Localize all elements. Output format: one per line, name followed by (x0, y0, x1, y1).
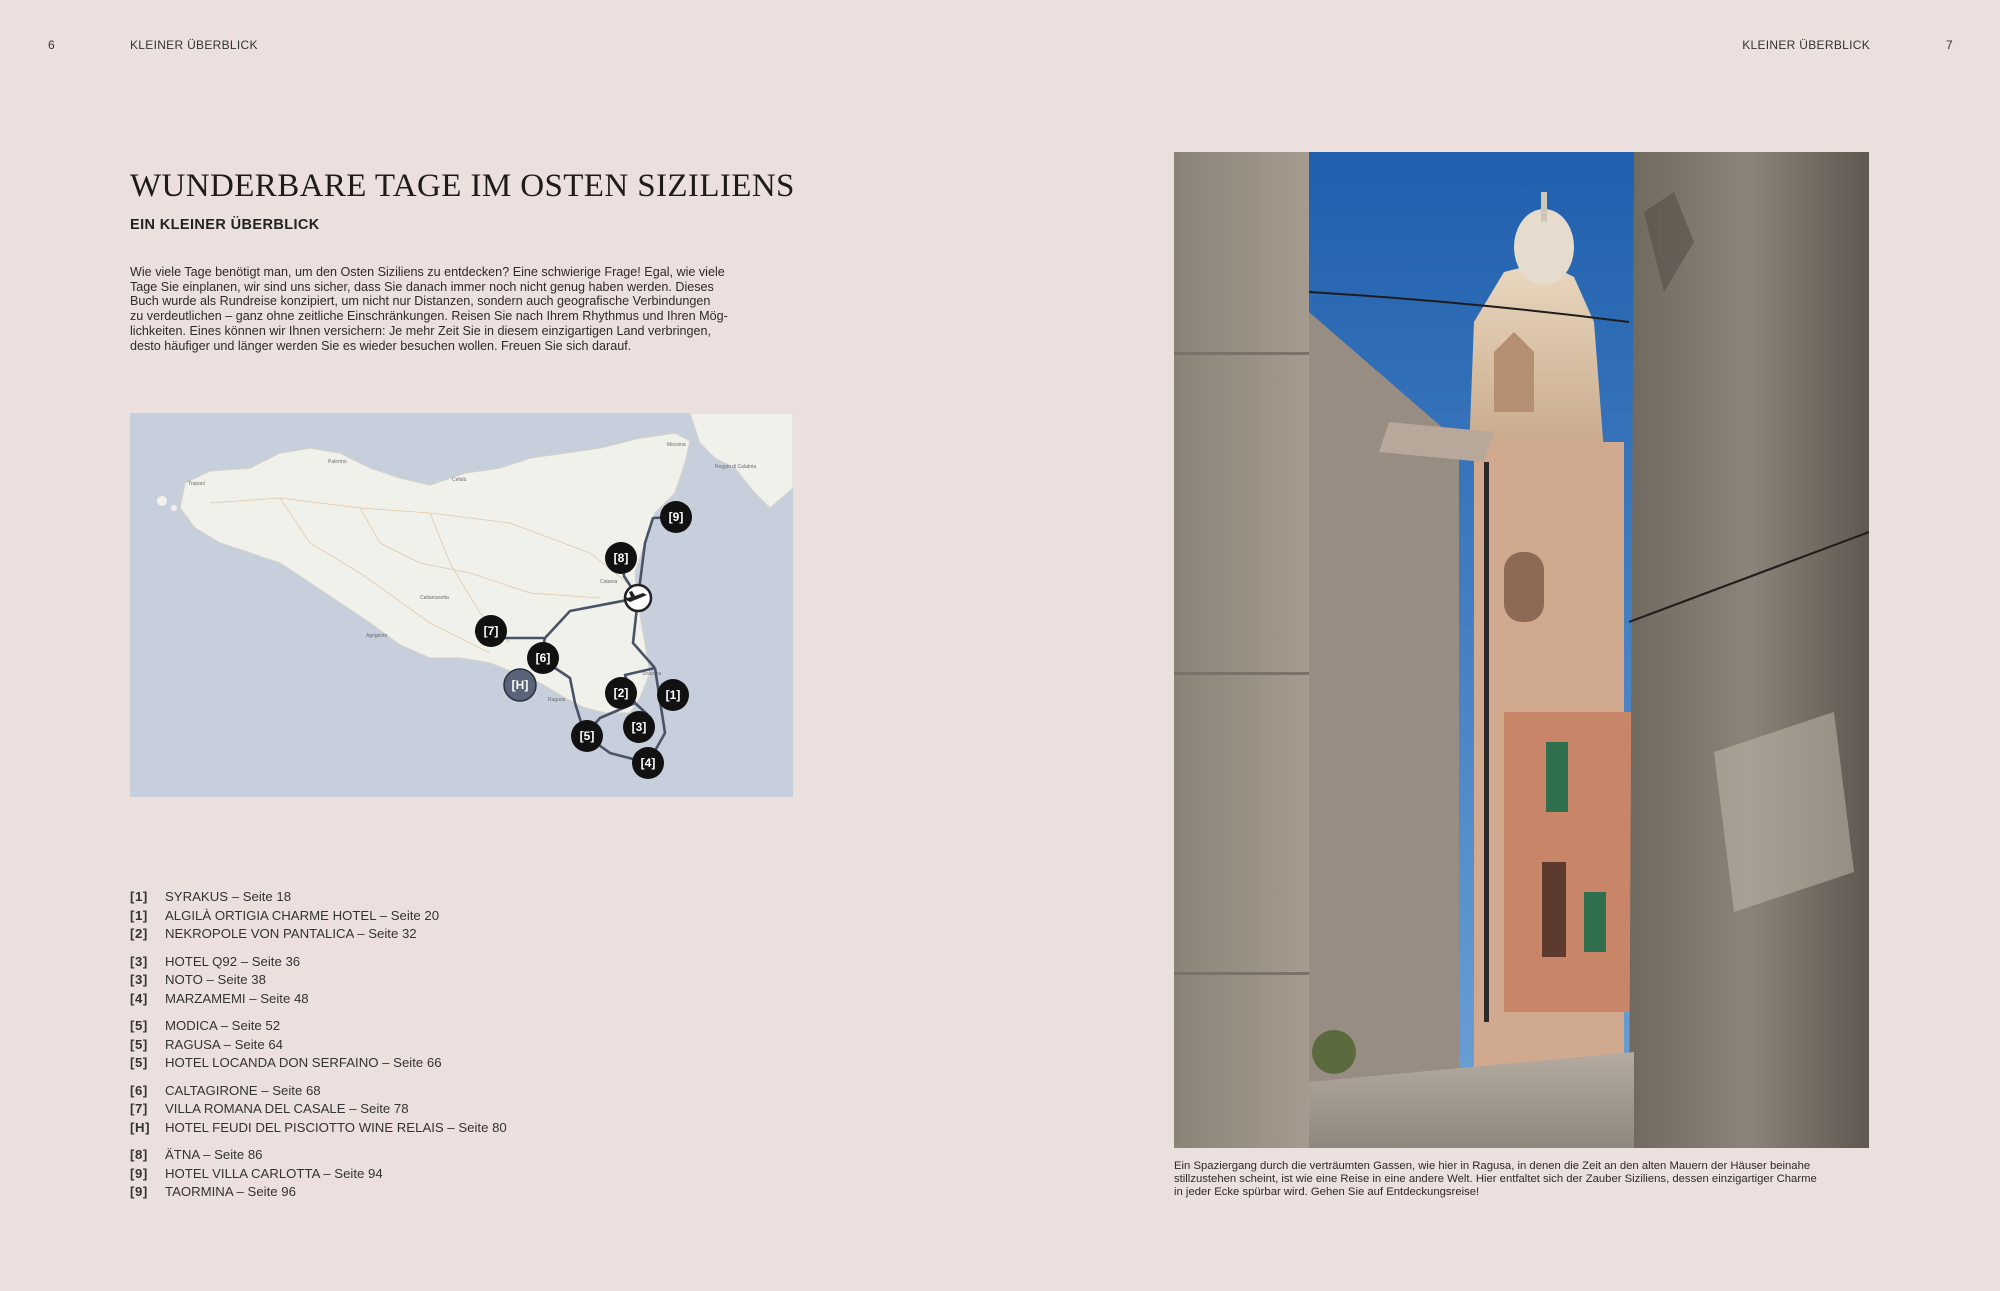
orange-house (1504, 712, 1634, 1012)
town-label: Trapani (188, 481, 205, 487)
map-marker-5 (571, 720, 603, 752)
legend-item (130, 971, 650, 990)
svg-text:[H]: [H] (511, 678, 529, 692)
airplane-icon (624, 585, 651, 611)
legend-text: VILLA ROMANA DEL CASALE – Seite 78 (165, 1101, 409, 1116)
legend-item (130, 1054, 650, 1073)
legend-group (130, 953, 650, 1009)
map-marker-1 (657, 679, 689, 711)
legend-item (130, 1017, 650, 1036)
legend-key: [3] (130, 953, 148, 969)
legend-key: [6] (130, 1082, 148, 1098)
legend-item (130, 1146, 650, 1165)
legend-text: ÄTNA – Seite 86 (165, 1147, 263, 1162)
svg-text:[5]: [5] (579, 729, 595, 743)
egadi-island (157, 496, 167, 506)
town-label: Palermo (328, 459, 347, 465)
intro-line: zu verdeutlichen – ganz ohne zeitliche Einschränkungen. Reisen Sie nach Ihrem Rhythmus und Ihren Mög- (130, 309, 728, 324)
legend-group (130, 1017, 650, 1073)
photo-illustration (1174, 152, 1869, 1148)
intro-line: Wie viele Tage benötigt man, um den Osten Siziliens zu entdecken? Eine schwierige Frage! Egal, wie viele (130, 265, 725, 279)
legend-item (130, 953, 650, 972)
legend-item (130, 888, 650, 907)
map-marker-7 (475, 615, 507, 647)
intro-line: Buch wurde als Rundreise konzipiert, um nicht nur Distanzen, sondern auch geografische Verbindungen (130, 294, 711, 309)
legend-item (130, 925, 650, 944)
legend-text: CALTAGIRONE – Seite 68 (165, 1082, 321, 1098)
right-running-title: KLEINER ÜBERBLICK (1742, 38, 1870, 52)
svg-text:[2]: [2] (613, 686, 629, 700)
legend-item (130, 907, 650, 926)
legend-text: MARZAMEMI – Seite 48 (165, 990, 309, 1006)
photo-caption (1174, 1160, 1874, 1198)
legend-text: TAORMINA – Seite 96 (165, 1184, 296, 1199)
egadi-island (171, 505, 177, 511)
facade-window (1504, 552, 1544, 622)
legend-item (130, 1100, 650, 1119)
potted-plant (1312, 1030, 1356, 1074)
map-marker-6 (527, 642, 559, 674)
svg-text:[8]: [8] (613, 551, 629, 565)
legend-item (130, 1183, 650, 1202)
legend-text: MODICA – Seite 52 (165, 1018, 281, 1033)
legend-text: NOTO – Seite 38 (165, 972, 266, 987)
right-wall (1629, 152, 1869, 1148)
map-marker-hotel (504, 669, 536, 701)
green-shutter (1546, 742, 1568, 812)
svg-text:[3]: [3] (631, 720, 647, 734)
intro-line: Tage Sie einplanen, wir sind uns sicher, dass Sie danach immer noch nicht genug haben werden. Dieses (130, 279, 714, 294)
left-running-title: KLEINER ÜBERBLICK (130, 38, 258, 52)
legend-text: HOTEL FEUDI DEL PISCIOTTO WINE RELAIS – Seite 80 (165, 1119, 507, 1135)
page-subtitle: EIN KLEINER ÜBERBLICK (130, 217, 320, 233)
legend-text: HOTEL VILLA CARLOTTA – Seite 94 (165, 1165, 383, 1181)
intro-paragraph (130, 265, 782, 353)
town-label: Cefalù (452, 477, 467, 483)
town-label: Ragusa (548, 697, 566, 703)
map-marker-2 (605, 677, 637, 709)
tower-spire (1541, 192, 1547, 222)
legend-text: NEKROPOLE VON PANTALICA – Seite 32 (165, 926, 417, 941)
svg-text:[4]: [4] (640, 756, 656, 770)
legend-group (130, 1082, 650, 1138)
svg-text:[6]: [6] (535, 651, 551, 665)
legend-key: [1] (130, 907, 148, 923)
intro-line: desto häufiger und länger werden Sie es wieder besuchen wollen. Freuen Sie sich darauf. (130, 338, 632, 353)
legend-key: [9] (130, 1184, 148, 1199)
right-page-number: 7 (1946, 38, 1953, 52)
town-label: Catania (600, 579, 618, 585)
stone-joint (1174, 972, 1309, 975)
stone-joint (1174, 352, 1309, 355)
stone-joint (1174, 672, 1309, 675)
left-wall (1174, 152, 1309, 1148)
sicily-route-map (130, 413, 793, 797)
legend-item (130, 1119, 650, 1138)
legend-text: HOTEL LOCANDA DON SERFAINO – Seite 66 (165, 1055, 442, 1070)
legend-item (130, 990, 650, 1009)
map-marker-9 (660, 501, 692, 533)
caption-line: in jeder Ecke spürbar wird. Gehen Sie auf Entdeckungsreise! (1174, 1185, 1480, 1198)
legend-text: ALGILÀ ORTIGIA CHARME HOTEL – Seite 20 (165, 907, 440, 923)
caption-line: Ein Spaziergang durch die verträumten Gassen, wie hier in Ragusa, in denen die Zeit an den alten Mauern der Häuser beinahe (1174, 1160, 1811, 1172)
legend-key: [5] (130, 1055, 148, 1070)
legend-key: [2] (130, 926, 148, 941)
ragusa-alley-photo (1174, 152, 1869, 1148)
legend-key: [3] (130, 972, 148, 987)
town-label: Messina (667, 442, 686, 448)
legend-key: [9] (130, 1165, 148, 1181)
legend-key: [H] (130, 1119, 151, 1135)
legend-key: [7] (130, 1101, 148, 1116)
map-legend (130, 888, 650, 1211)
town-label: Siracusa (642, 671, 662, 677)
town-label: Caltanissetta (420, 595, 449, 601)
legend-item (130, 1036, 650, 1055)
legend-group (130, 1146, 650, 1202)
map-marker-3 (623, 711, 655, 743)
town-label: Reggio di Calabria (715, 464, 757, 470)
legend-key: [1] (130, 889, 148, 904)
caption-line: stillzustehen scheint, ist wie eine Reise in eine andere Welt. Hier entfaltet sich der Zauber Siziliens, dessen einzigartiger Charme (1174, 1172, 1817, 1185)
green-shutter (1584, 892, 1606, 952)
legend-text: RAGUSA – Seite 64 (165, 1036, 284, 1052)
town-label: Agrigento (366, 633, 388, 639)
page-title: WUNDERBARE TAGE IM OSTEN SIZILIENS (130, 168, 795, 204)
map-canvas (130, 413, 793, 797)
svg-text:[7]: [7] (483, 624, 499, 638)
legend-item (130, 1082, 650, 1101)
legend-key: [4] (130, 990, 148, 1006)
legend-key: [5] (130, 1036, 148, 1052)
left-page-number: 6 (48, 38, 55, 52)
intro-line: lichkeiten. Eines können wir Ihnen versichern: Je mehr Zeit Sie in diesem einzigartigen Land verbringen, (130, 323, 712, 338)
doorway (1542, 862, 1566, 957)
drain-pipe (1484, 462, 1489, 1022)
svg-text:[9]: [9] (668, 510, 684, 524)
legend-text: SYRAKUS – Seite 18 (165, 889, 292, 904)
legend-text: HOTEL Q92 – Seite 36 (165, 953, 301, 969)
map-marker-4 (632, 747, 664, 779)
legend-item (130, 1165, 650, 1184)
legend-group (130, 888, 650, 944)
map-marker-8 (605, 542, 637, 574)
svg-text:[1]: [1] (665, 688, 681, 702)
legend-key: [5] (130, 1018, 148, 1033)
legend-key: [8] (130, 1147, 148, 1162)
